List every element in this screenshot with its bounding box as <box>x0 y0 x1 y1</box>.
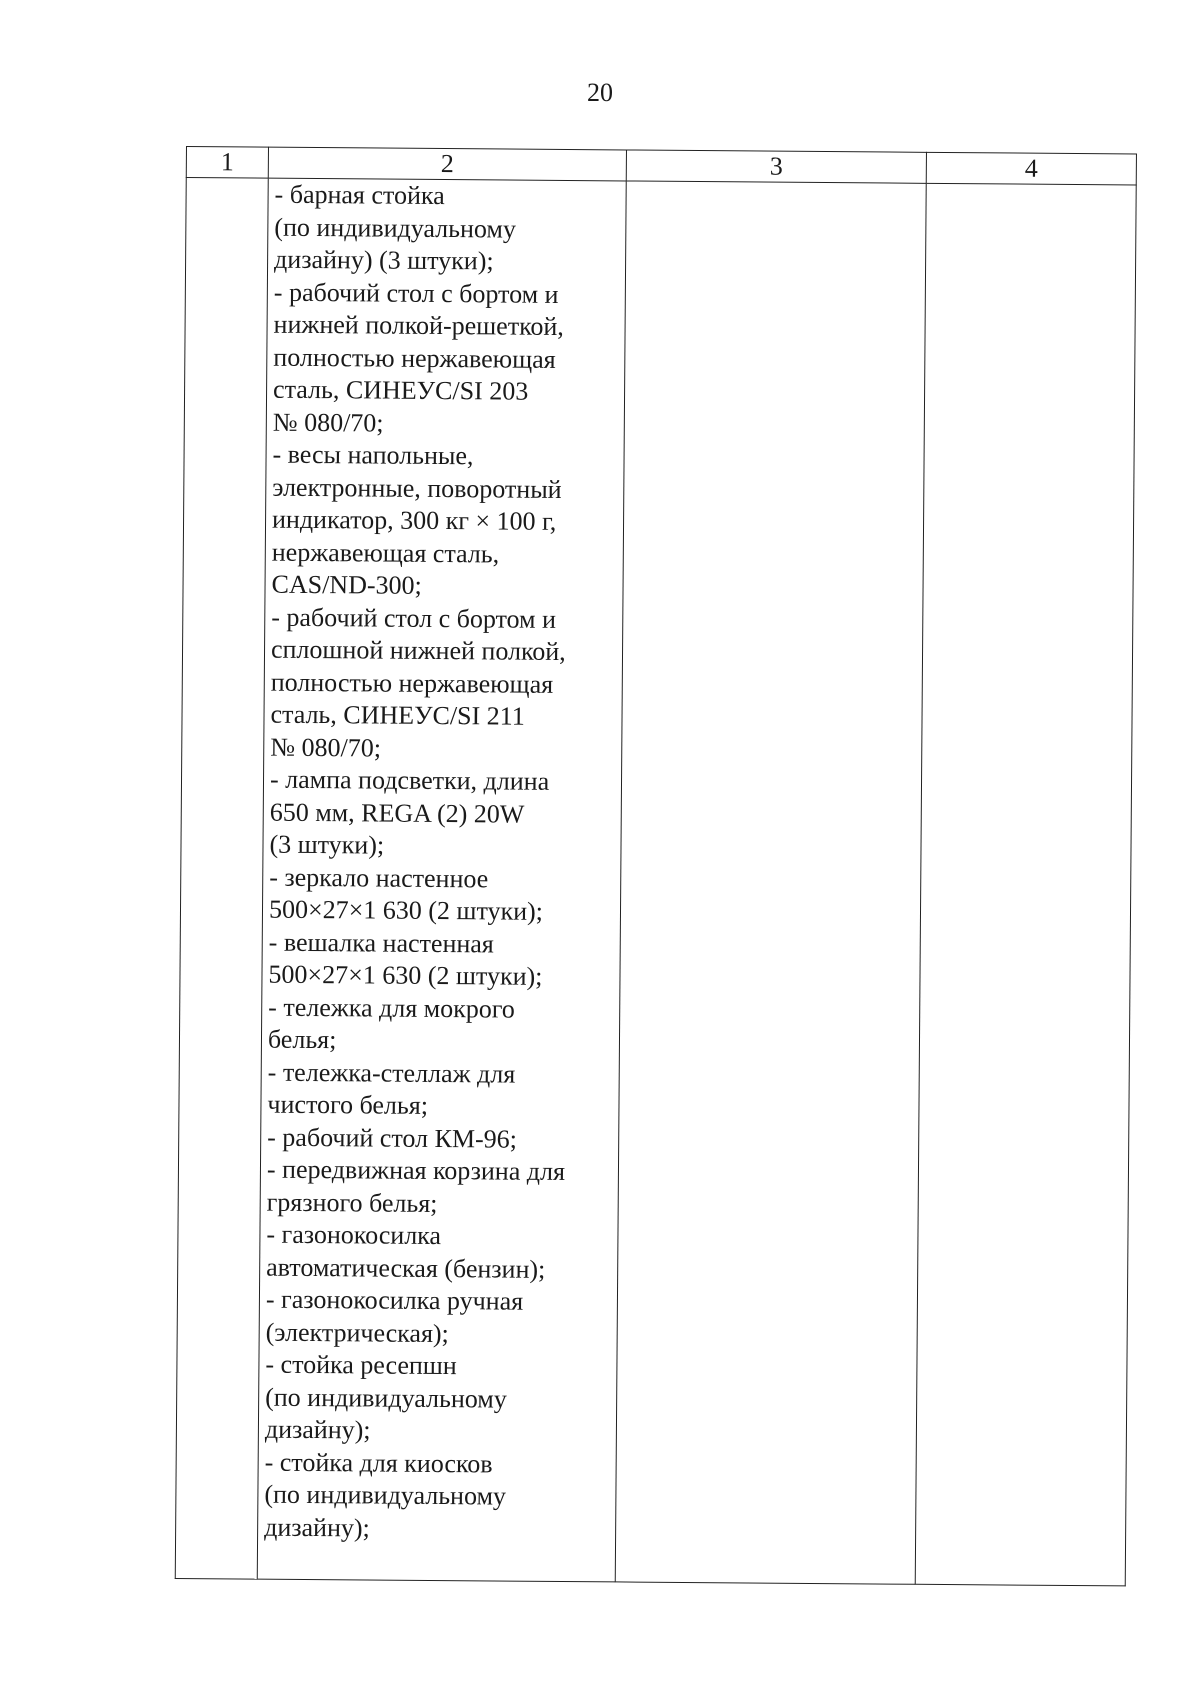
list-line: индикатор, 300 кг × 100 г, <box>271 504 557 536</box>
list-line: полностью нержавеющая <box>270 667 554 699</box>
list-line: CAS/ND-300; <box>271 569 422 600</box>
cell-col-3 <box>615 181 926 1584</box>
column-header-1: 1 <box>186 147 268 179</box>
list-line: - вешалка настенная <box>268 927 494 958</box>
list-line: (электрическая); <box>265 1317 449 1348</box>
list-line: - рабочий стол с бортом и <box>273 277 559 309</box>
list-line: сплошной нижней полкой, <box>270 634 566 666</box>
list-line: - лампа подсветки, длина <box>269 764 550 796</box>
list-line: - стойка для киосков <box>264 1447 493 1478</box>
list-line: - тележка-стеллаж для <box>267 1057 516 1089</box>
list-line: (по индивидуальному <box>274 212 517 244</box>
list-line: 500×27×1 630 (2 штуки); <box>268 959 543 991</box>
column-header-2: 2 <box>268 147 626 181</box>
list-line: дизайну) (3 штуки); <box>273 244 494 276</box>
list-line: грязного белья; <box>266 1187 438 1218</box>
page-number: 20 <box>587 78 613 107</box>
list-line: - весы напольные, <box>272 439 474 471</box>
list-line: № 080/70; <box>272 407 384 438</box>
list-line: 500×27×1 630 (2 штуки); <box>268 894 544 926</box>
list-line: полностью нержавеющая <box>273 342 556 374</box>
list-line: автоматическая (бензин); <box>266 1252 546 1284</box>
list-line: сталь, СИНЕУС/SI 203 <box>272 374 529 406</box>
column-header-4: 4 <box>926 152 1136 185</box>
list-line: чистого белья; <box>267 1089 429 1120</box>
list-line: электронные, поворотный <box>272 472 562 504</box>
list-line: белья; <box>267 1024 337 1055</box>
list-line: - газонокосилка <box>266 1219 442 1251</box>
list-line: нижней полкой-решеткой, <box>273 309 564 341</box>
list-line: сталь, СИНЕУС/SI 211 <box>270 699 525 731</box>
list-line: - стойка ресепшн <box>265 1349 457 1381</box>
list-line: нержавеющая сталь, <box>271 537 500 568</box>
list-line: - рабочий стол с бортом и <box>271 602 557 634</box>
list-line: 650 мм, REGA (2) 20W <box>269 797 525 829</box>
cell-col-4 <box>915 183 1136 1586</box>
list-line: - рабочий стол КМ-96; <box>267 1122 518 1154</box>
column-header-3: 3 <box>626 150 926 183</box>
list-line: - тележка для мокрого <box>268 992 515 1024</box>
cell-col-1 <box>175 178 268 1580</box>
list-line: дизайну); <box>264 1414 371 1445</box>
table-row <box>175 178 1136 1586</box>
list-line: (3 штуки); <box>269 829 385 860</box>
list-line: № 080/70; <box>270 732 382 763</box>
list-line: - зеркало настенное <box>269 862 489 893</box>
equipment-list <box>258 179 626 1547</box>
list-line: дизайну); <box>264 1512 370 1542</box>
list-line: (по индивидуальному <box>265 1382 507 1414</box>
list-line: - газонокосилка ручная <box>265 1284 524 1316</box>
list-line: - передвижная корзина для <box>266 1154 566 1187</box>
list-line: - барная стойка <box>274 179 445 211</box>
cell-col-2 <box>257 178 626 1582</box>
list-line: (по индивидуальному <box>264 1479 507 1511</box>
equipment-table <box>175 146 1137 1586</box>
